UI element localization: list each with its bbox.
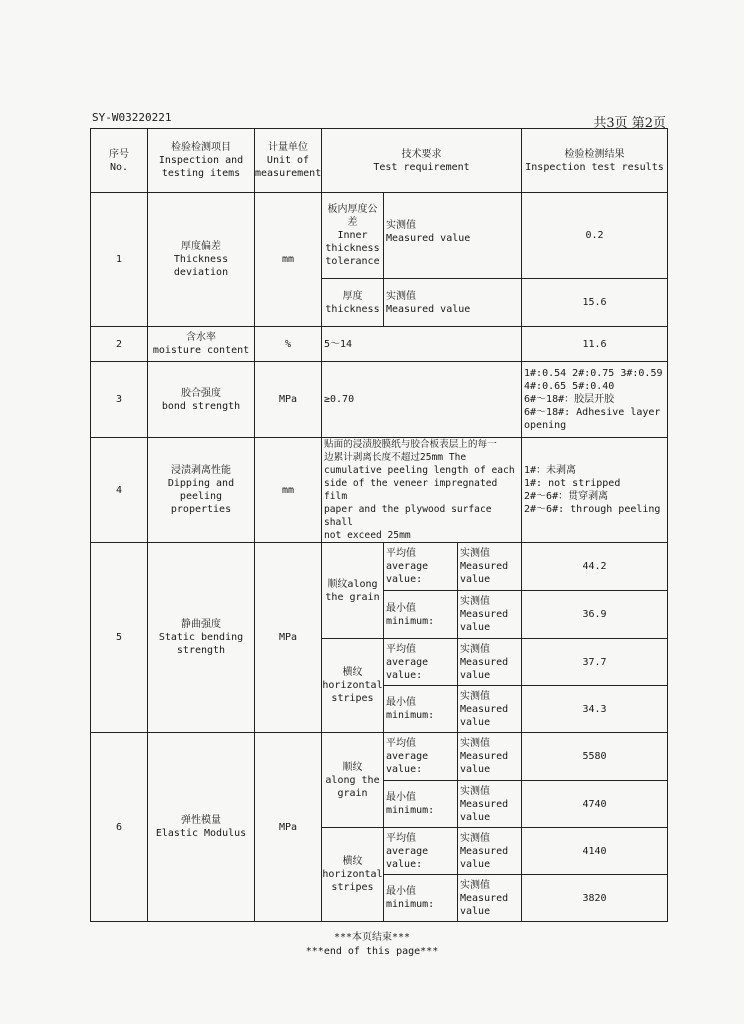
result-value: 4140 <box>522 828 668 875</box>
measured-label: 实测值 Measured value <box>458 828 522 875</box>
row-item: 浸渍剥离性能 Dipping and peeling properties <box>148 438 255 543</box>
row-item: 胶合强度 bond strength <box>148 362 255 438</box>
avg-label: 平均值 average value: <box>384 828 458 875</box>
footer-end-cn: ***本页结束*** <box>333 932 411 943</box>
row-no: 5 <box>91 543 148 733</box>
row-item: 弹性模量 Elastic Modulus <box>148 733 255 922</box>
col-header-item: 检验检测项目 Inspection and testing items <box>148 129 255 193</box>
row-unit: MPa <box>255 733 322 922</box>
grain-direction: 顺纹 along the grain <box>322 733 384 828</box>
result-value: 44.2 <box>522 543 668 591</box>
measured-label: 实测值 Measured value <box>384 279 522 327</box>
measured-label: 实测值 Measured value <box>458 686 522 733</box>
col-header-unit: 计量单位 Unit of measurement <box>255 129 322 193</box>
result-value: 0.2 <box>522 193 668 279</box>
footer-end-en: ***end of this page*** <box>305 946 439 957</box>
table-row <box>91 327 668 362</box>
row-item: 含水率 moisture content <box>148 327 255 362</box>
grain-direction: 横纹 horizontal stripes <box>322 828 384 922</box>
col-header-requirement: 技术要求 Test requirement <box>322 129 522 193</box>
result-value: 1#：未剥离 1#: not stripped 2#～6#：贯穿剥离 2#～6#: through peeling <box>522 438 668 543</box>
table-row <box>91 733 668 781</box>
table-row <box>91 438 668 543</box>
result-value: 5580 <box>522 733 668 781</box>
measured-label: 实测值 Measured value <box>458 543 522 591</box>
table-row <box>91 543 668 591</box>
result-value: 11.6 <box>522 327 668 362</box>
measured-label: 实测值 Measured value <box>458 639 522 686</box>
row-item: 静曲强度 Static bending strength <box>148 543 255 733</box>
row-requirement: ≥0.70 <box>322 362 522 438</box>
row-unit: % <box>255 327 322 362</box>
avg-label: 平均值 average value: <box>384 733 458 781</box>
header-row <box>91 129 668 193</box>
row-unit: MPa <box>255 362 322 438</box>
sub-item-label: 厚度 thickness <box>322 279 384 327</box>
row-item: 厚度偏差 Thickness deviation <box>148 193 255 327</box>
col-header-no: 序号 No. <box>91 129 148 193</box>
row-no: 3 <box>91 362 148 438</box>
inspection-table <box>90 128 668 922</box>
grain-direction: 顺纹along the grain <box>322 543 384 639</box>
page-count: 共3页 第2页 <box>593 116 666 131</box>
document-code: SY-W03220221 <box>92 111 172 124</box>
result-value: 37.7 <box>522 639 668 686</box>
row-no: 4 <box>91 438 148 543</box>
row-requirement: 贴面的浸渍胶膜纸与胶合板表层上的每一 边累计剥离长度不超过25mm The cumulative peeling length of each side of the veneer impregnated film paper and the plywood surface shall not exceed 25mm <box>322 438 522 543</box>
min-label: 最小值 minimum: <box>384 781 458 828</box>
result-value: 36.9 <box>522 591 668 639</box>
result-value: 34.3 <box>522 686 668 733</box>
result-value: 1#:0.54 2#:0.75 3#:0.59 4#:0.65 5#:0.40 6#～18#：胶层开胶 6#～18#: Adhesive layer opening <box>522 362 668 438</box>
row-unit: mm <box>255 438 322 543</box>
grain-direction: 横纹 horizontal stripes <box>322 639 384 733</box>
measured-label: 实测值 Measured value <box>458 875 522 922</box>
sub-item-label: 板内厚度公 差 Inner thickness tolerance <box>322 193 384 279</box>
row-no: 1 <box>91 193 148 327</box>
table-row <box>91 193 668 279</box>
measured-label: 实测值 Measured value <box>458 733 522 781</box>
measured-label: 实测值 Measured value <box>458 781 522 828</box>
measured-label: 实测值 Measured value <box>384 193 522 279</box>
row-unit: mm <box>255 193 322 327</box>
measured-label: 实测值 Measured value <box>458 591 522 639</box>
avg-label: 平均值 average value: <box>384 639 458 686</box>
result-value: 3820 <box>522 875 668 922</box>
result-value: 4740 <box>522 781 668 828</box>
table-row <box>91 362 668 438</box>
col-header-result: 检验检测结果 Inspection test results <box>522 129 668 193</box>
row-no: 6 <box>91 733 148 922</box>
min-label: 最小值 minimum: <box>384 875 458 922</box>
row-no: 2 <box>91 327 148 362</box>
result-value: 15.6 <box>522 279 668 327</box>
row-requirement: 5～14 <box>322 327 522 362</box>
min-label: 最小值 minimum: <box>384 591 458 639</box>
row-unit: MPa <box>255 543 322 733</box>
avg-label: 平均值 average value: <box>384 543 458 591</box>
min-label: 最小值 minimum: <box>384 686 458 733</box>
